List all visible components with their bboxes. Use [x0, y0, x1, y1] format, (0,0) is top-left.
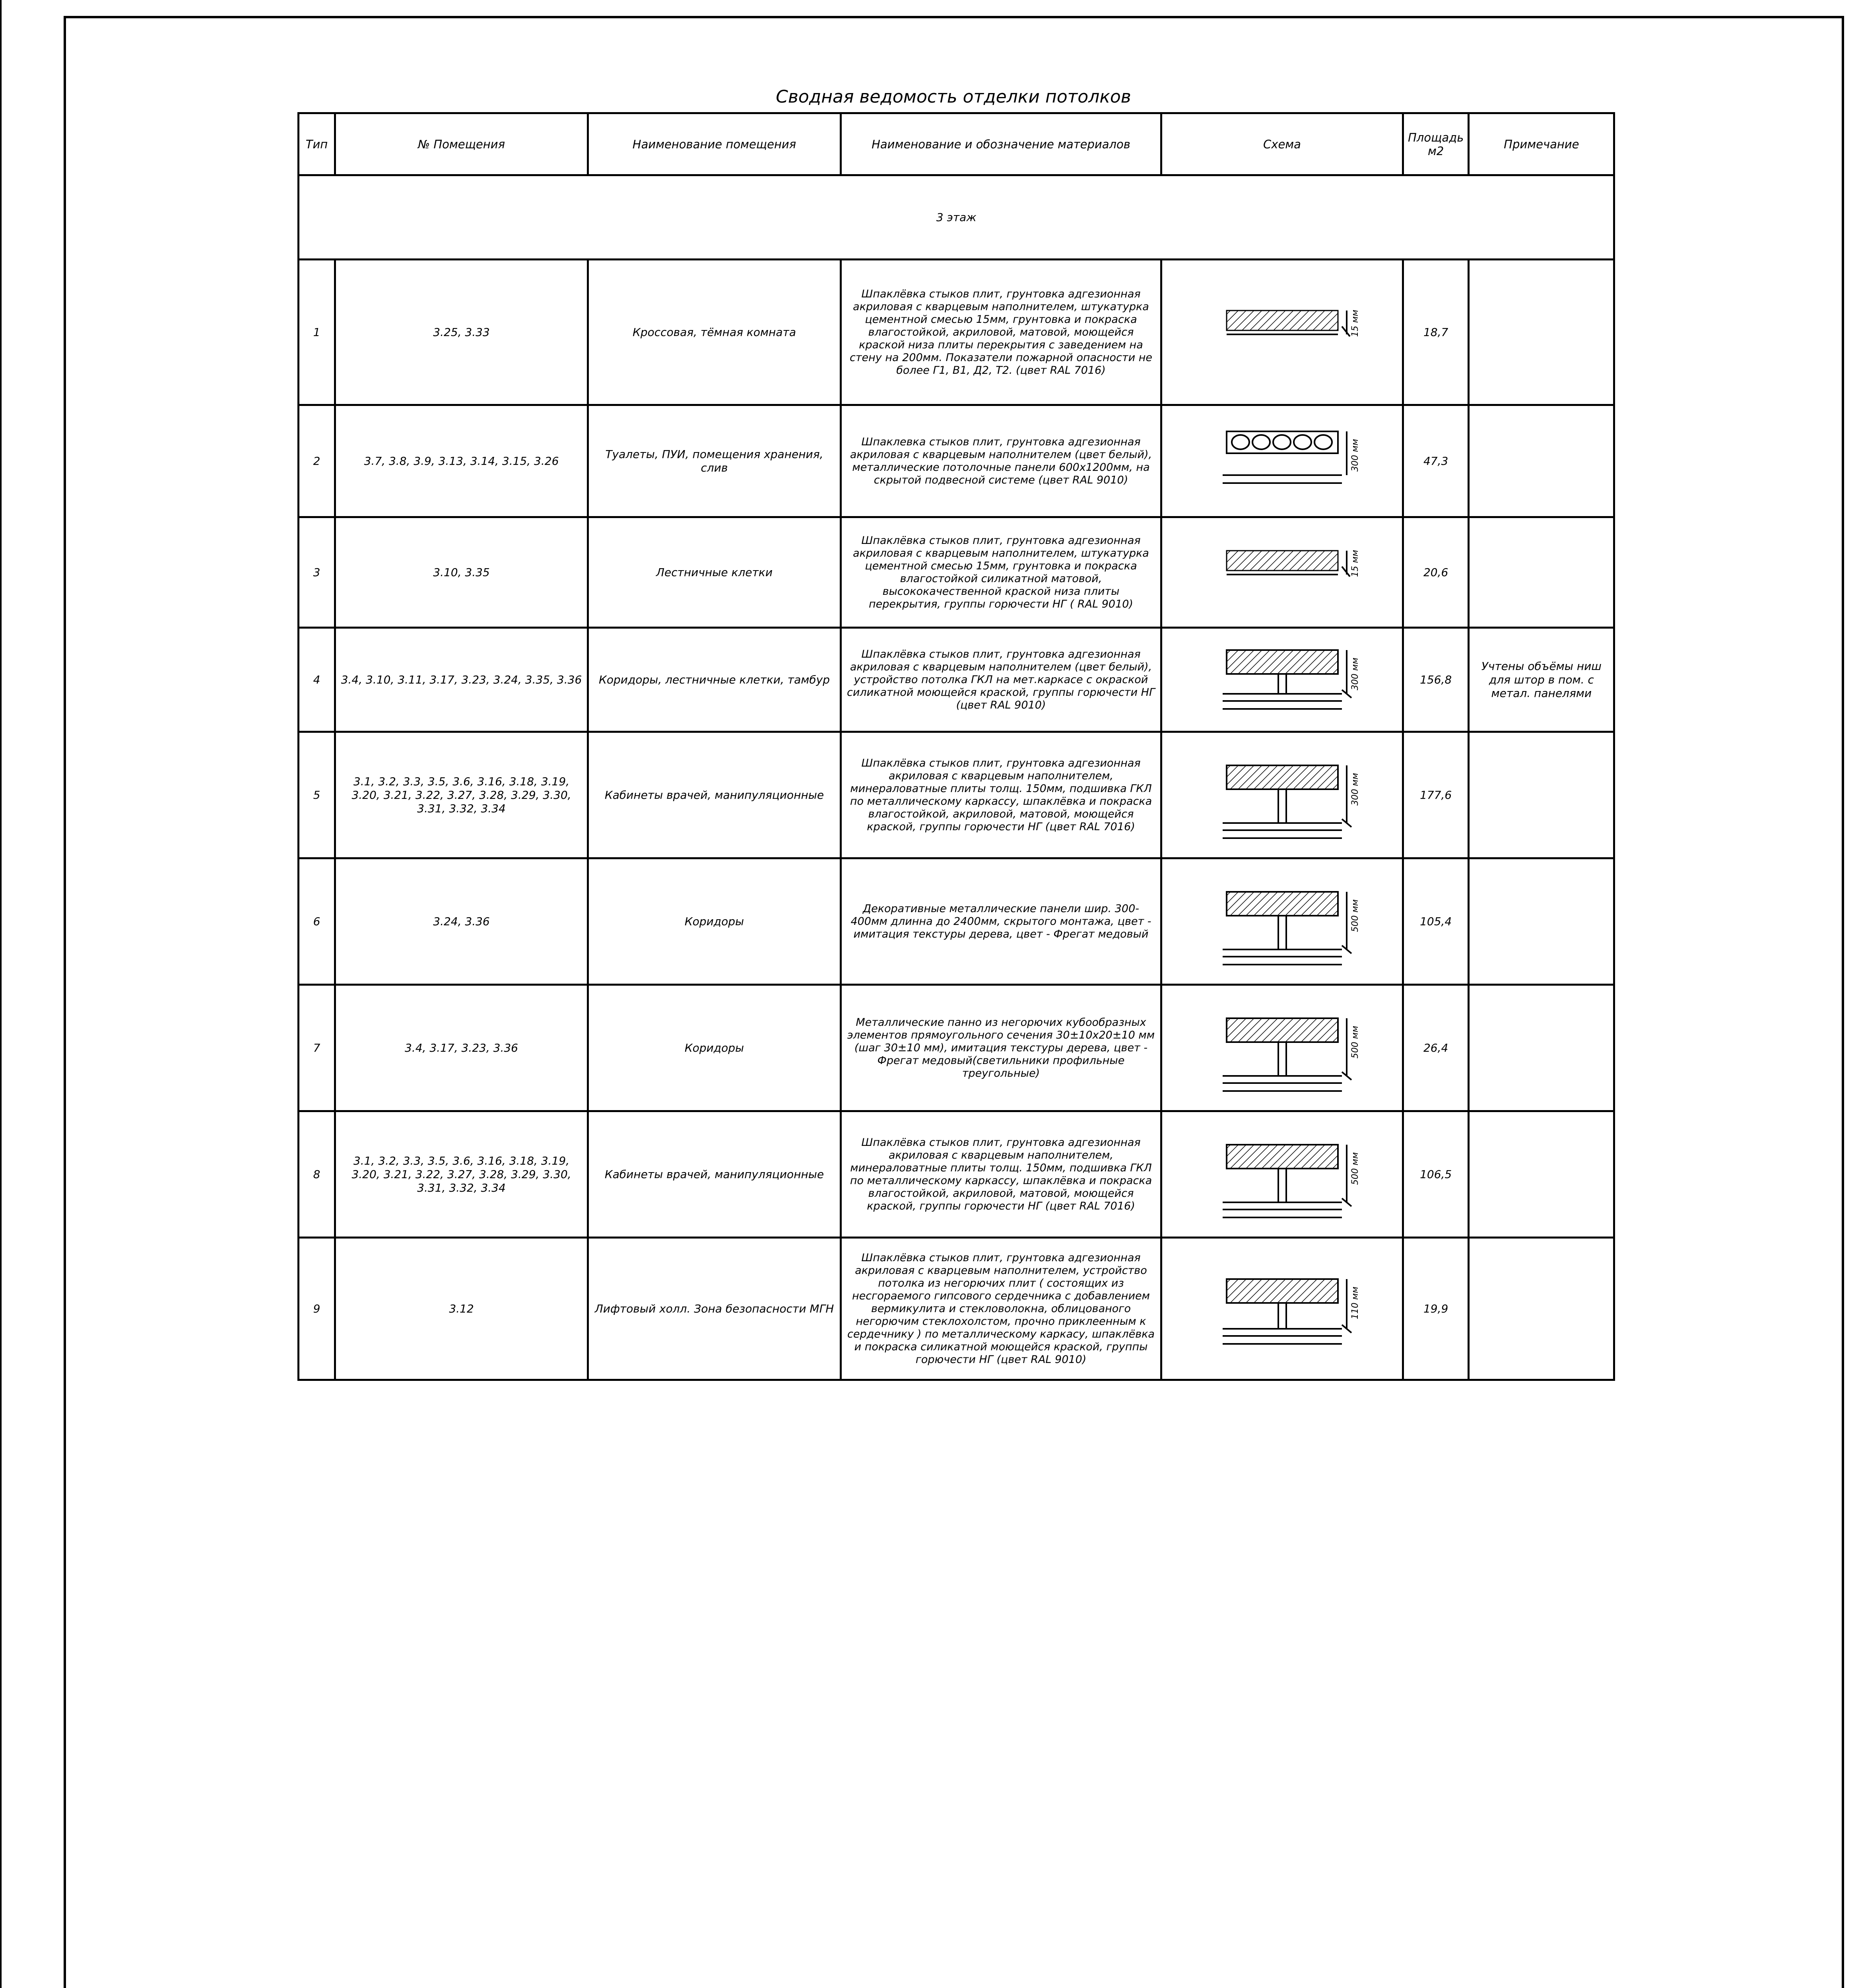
cell-type: 6 [299, 858, 335, 985]
finish-row [299, 1238, 1614, 1380]
cell-materials: Шпаклёвка стыков плит, грунтовка адгезионная акриловая с кварцевым наполнителем, устройство потолка из негорючих плит ( состоящих из несгораемого гипсового сердечника с добавлением вермикулита и стекловолокна, облицованого негорючим стеклохолстом, прочно приклеенным к сердечнику ) по металлическому каркасу, шпаклёвка и покраска силикатной моющейся краской, группы горючести НГ (цвет RAL 9010) [841, 1238, 1161, 1380]
cell-room-numbers: 3.4, 3.10, 3.11, 3.17, 3.23, 3.24, 3.35, 3.36 [335, 628, 588, 732]
table-title: Сводная ведомость отделки потолков [776, 87, 1131, 107]
cell-room-name: Кабинеты врачей, манипуляционные [588, 1111, 841, 1238]
col-header-type: Тип [299, 113, 335, 175]
finish-row [299, 858, 1614, 985]
finish-row [299, 732, 1614, 858]
cell-room-numbers: 3.24, 3.36 [335, 858, 588, 985]
cell-area: 106,5 [1403, 1111, 1469, 1238]
cell-room-name: Коридоры [588, 985, 841, 1111]
cell-materials: Шпаклёвка стыков плит, грунтовка адгезионная акриловая с кварцевым наполнителем, штукатурка цементной смесью 15мм, грунтовка и покраска влагостойкой силикатной матовой, высококачественной краской низа плиты перекрытия, группы горючести НГ ( RAL 9010) [841, 517, 1161, 628]
finish-row [299, 985, 1614, 1111]
cell-note [1469, 260, 1614, 405]
cell-materials: Металлические панно из негорючих кубообразных элементов прямоугольного сечения 30±10х20±10 мм (шаг 30±10 мм), имитация текстуры дерева, цвет - Фрегат медовый(светильники профильные треугольные) [841, 985, 1161, 1111]
cell-scheme [1161, 260, 1403, 405]
cell-room-name: Лифтовый холл. Зона безопасности МГН [588, 1238, 841, 1380]
cell-room-name: Туалеты, ПУИ, помещения хранения, слив [588, 405, 841, 517]
cell-area: 177,6 [1403, 732, 1469, 858]
cell-room-numbers: 3.4, 3.17, 3.23, 3.36 [335, 985, 588, 1111]
cell-scheme [1161, 858, 1403, 985]
cell-scheme [1161, 517, 1403, 628]
ceiling-finish-table [297, 112, 1615, 1381]
cell-area: 105,4 [1403, 858, 1469, 985]
cell-type: 5 [299, 732, 335, 858]
cell-scheme [1161, 1111, 1403, 1238]
header-row [299, 113, 1614, 175]
cell-room-numbers: 3.1, 3.2, 3.3, 3.5, 3.6, 3.16, 3.18, 3.19, 3.20, 3.21, 3.22, 3.27, 3.28, 3.29, 3.30, 3.31, 3.32, 3.34 [335, 1111, 588, 1238]
finish-row [299, 405, 1614, 517]
ceiling-section-scheme [1191, 749, 1374, 841]
cell-materials: Шпаклёвка стыков плит, грунтовка адгезионная акриловая с кварцевым наполнителем, штукатурка цементной смесью 15мм, грунтовка и покраска влагостойкой, акриловой, матовой, моющейся краской низа плиты перекрытия с заведением на стену на 200мм. Показатели пожарной опасности не более Г1, В1, Д2, Т2. (цвет RAL 7016) [841, 260, 1161, 405]
cell-note [1469, 1238, 1614, 1380]
col-header-note: Примечание [1469, 113, 1614, 175]
cell-room-numbers: 3.7, 3.8, 3.9, 3.13, 3.14, 3.15, 3.26 [335, 405, 588, 517]
cell-room-numbers: 3.25, 3.33 [335, 260, 588, 405]
cell-room-name: Лестничные клетки [588, 517, 841, 628]
cell-area: 20,6 [1403, 517, 1469, 628]
ceiling-section-scheme [1191, 876, 1374, 967]
cell-note [1469, 1111, 1614, 1238]
cell-area: 19,9 [1403, 1238, 1469, 1380]
finish-row [299, 1111, 1614, 1238]
cell-type: 7 [299, 985, 335, 1111]
cell-type: 2 [299, 405, 335, 517]
cell-materials: Декоративные металлические панели шир. 300-400мм длинна до 2400мм, скрытого монтажа, цвет - имитация текстуры дерева, цвет - Фрегат медовый [841, 858, 1161, 985]
cell-room-numbers: 3.12 [335, 1238, 588, 1380]
cell-room-name: Коридоры [588, 858, 841, 985]
cell-note [1469, 858, 1614, 985]
scheme-dimension-label: 500 мм [1350, 1152, 1360, 1185]
floor-row [299, 175, 1614, 260]
cell-area: 26,4 [1403, 985, 1469, 1111]
ceiling-section-scheme [1191, 1129, 1374, 1220]
cell-note [1469, 517, 1614, 628]
cell-area: 156,8 [1403, 628, 1469, 732]
cell-materials: Шпаклевка стыков плит, грунтовка адгезионная акриловая с кварцевым наполнителем (цвет белый), металлические потолочные панели 600х1200мм, на скрытой подвесной системе (цвет RAL 9010) [841, 405, 1161, 517]
cell-area: 18,7 [1403, 260, 1469, 405]
cell-type: 1 [299, 260, 335, 405]
col-header-scheme: Схема [1161, 113, 1403, 175]
cell-scheme [1161, 985, 1403, 1111]
finish-row [299, 517, 1614, 628]
cell-type: 4 [299, 628, 335, 732]
scheme-dimension-label: 15 мм [1350, 309, 1360, 337]
ceiling-section-scheme [1191, 527, 1374, 618]
cell-note [1469, 405, 1614, 517]
scheme-dimension-label: 15 мм [1350, 549, 1360, 577]
cell-note [1469, 985, 1614, 1111]
cell-room-numbers: 3.10, 3.35 [335, 517, 588, 628]
cell-materials: Шпаклёвка стыков плит, грунтовка адгезионная акриловая с кварцевым наполнителем (цвет белый), устройство потолка ГКЛ на мет.каркасе с окраской силикатной моющейся краской, группы горючести НГ (цвет RAL 9010) [841, 628, 1161, 732]
cell-note [1469, 732, 1614, 858]
ceiling-section-scheme [1191, 634, 1374, 726]
cell-scheme [1161, 1238, 1403, 1380]
cell-room-name: Кроссовая, тёмная комната [588, 260, 841, 405]
col-header-area: Площадь м2 [1403, 113, 1469, 175]
scheme-dimension-label: 500 мм [1350, 1025, 1360, 1058]
cell-scheme [1161, 405, 1403, 517]
finish-row [299, 260, 1614, 405]
cell-materials: Шпаклёвка стыков плит, грунтовка адгезионная акриловая с кварцевым наполнителем, минераловатные плиты толщ. 150мм, подшивка ГКЛ по металлическому каркассу, шпаклёвка и покраска влагостойкой, акриловой, матовой, моющейся краской, группы горючести НГ (цвет RAL 7016) [841, 1111, 1161, 1238]
scheme-dimension-label: 500 мм [1350, 899, 1360, 932]
cell-type: 9 [299, 1238, 335, 1380]
col-header-materials: Наименование и обозначение материалов [841, 113, 1161, 175]
cell-scheme [1161, 732, 1403, 858]
scheme-dimension-label: 300 мм [1350, 773, 1360, 806]
scheme-dimension-label: 110 мм [1350, 1286, 1360, 1319]
col-header-room-no: № Помещения [335, 113, 588, 175]
finish-row [299, 628, 1614, 732]
cell-area: 47,3 [1403, 405, 1469, 517]
ceiling-section-scheme [1191, 1002, 1374, 1094]
cell-type: 3 [299, 517, 335, 628]
ceiling-section-scheme [1191, 287, 1374, 378]
col-header-room-name: Наименование помещения [588, 113, 841, 175]
cell-room-name: Коридоры, лестничные клетки, тамбур [588, 628, 841, 732]
cell-type: 8 [299, 1111, 335, 1238]
cell-room-name: Кабинеты врачей, манипуляционные [588, 732, 841, 858]
floor-label: 3 этаж [299, 175, 1614, 260]
page-border-left [0, 0, 2, 1988]
cell-scheme [1161, 628, 1403, 732]
cell-note: Учтены объёмы ниш для штор в пом. с метал. панелями [1469, 628, 1614, 732]
scheme-dimension-label: 300 мм [1350, 439, 1360, 472]
scheme-dimension-label: 300 мм [1350, 657, 1360, 690]
cell-room-numbers: 3.1, 3.2, 3.3, 3.5, 3.6, 3.16, 3.18, 3.19, 3.20, 3.21, 3.22, 3.27, 3.28, 3.29, 3.30, 3.31, 3.32, 3.34 [335, 732, 588, 858]
cell-materials: Шпаклёвка стыков плит, грунтовка адгезионная акриловая с кварцевым наполнителем, минераловатные плиты толщ. 150мм, подшивка ГКЛ по металлическому каркассу, шпаклёвка и покраска влагостойкой, акриловой, матовой, моющейся краской, группы горючести НГ (цвет RAL 7016) [841, 732, 1161, 858]
ceiling-section-scheme [1191, 1263, 1374, 1355]
ceiling-section-scheme [1191, 415, 1374, 507]
